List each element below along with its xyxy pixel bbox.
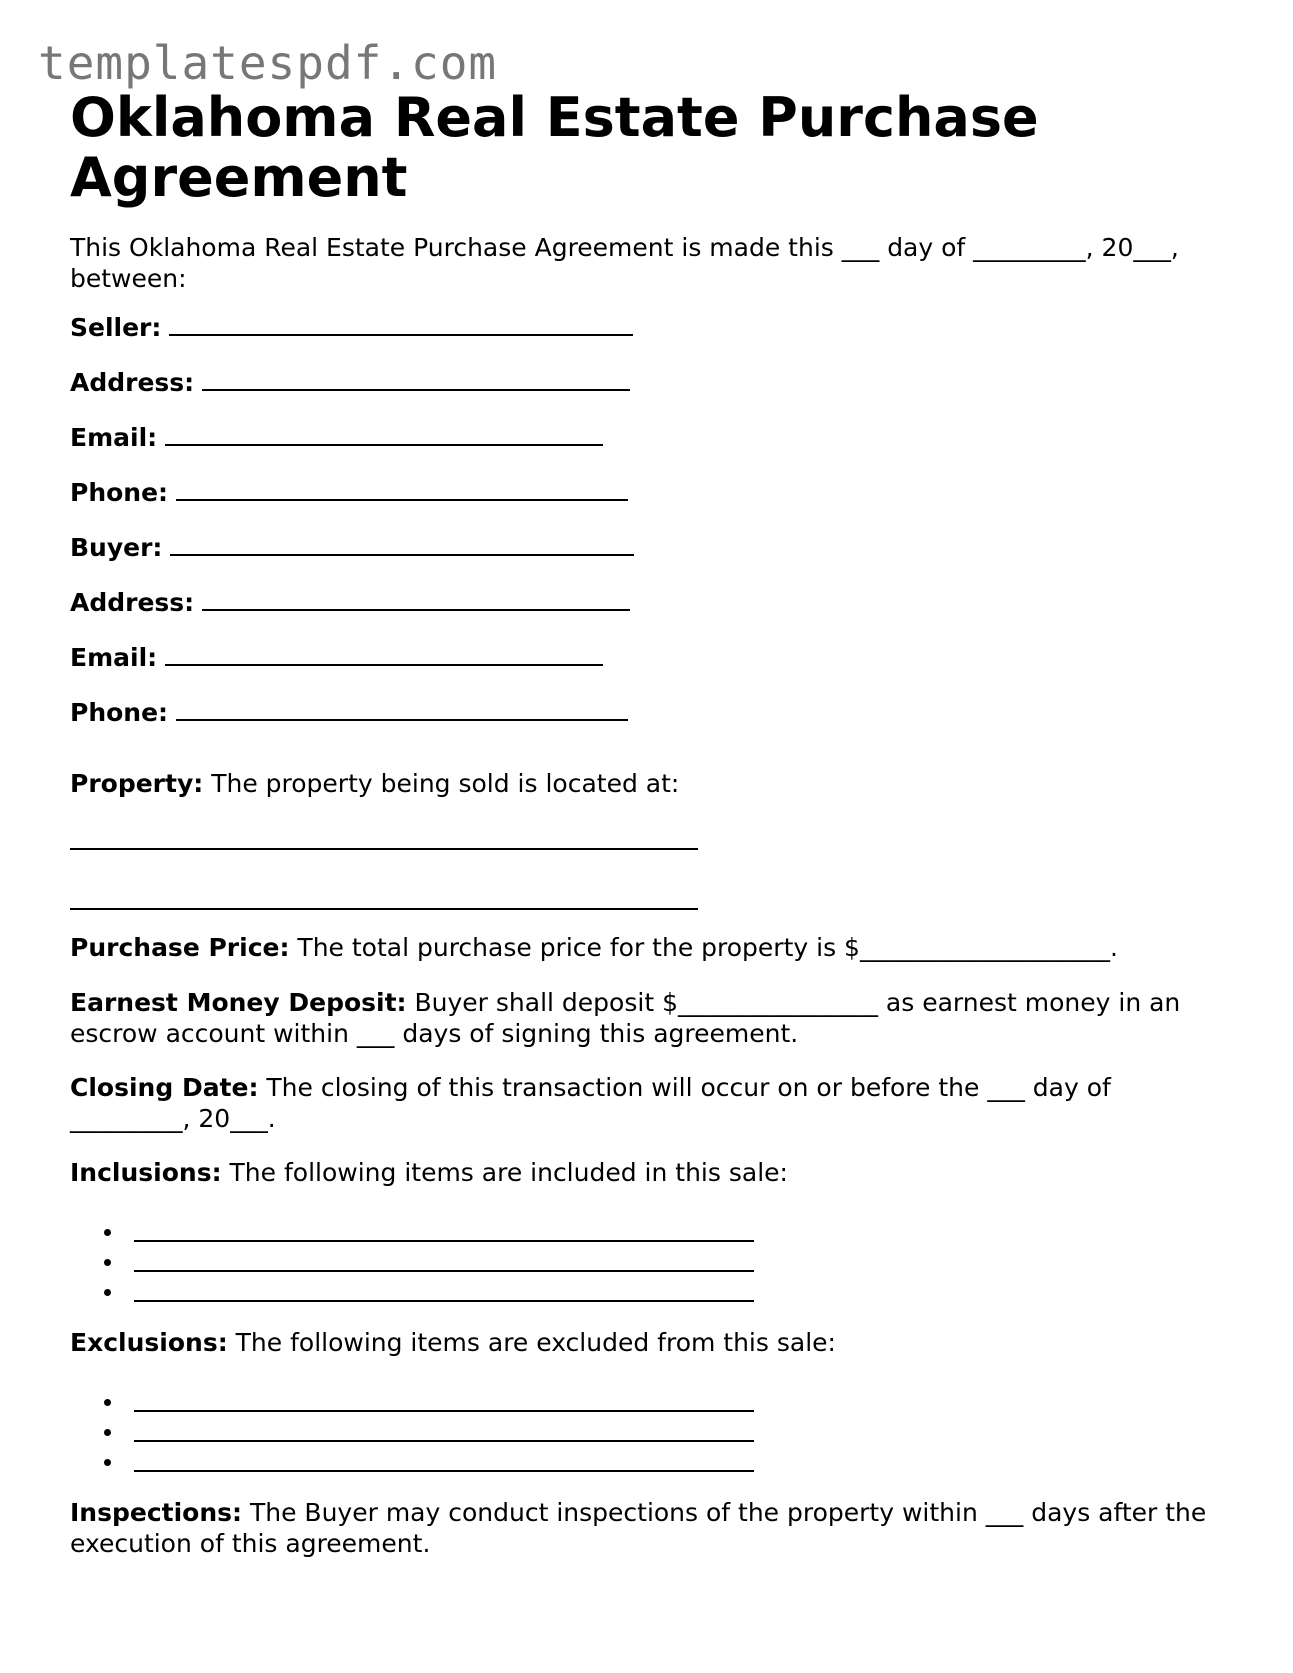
inclusion-blank-3[interactable] (134, 1300, 754, 1302)
seller-email-blank[interactable] (165, 424, 603, 446)
buyer-address-blank[interactable] (202, 589, 630, 611)
buyer-blank[interactable] (170, 534, 634, 556)
bullet-icon (104, 1229, 111, 1236)
seller-field[interactable] (70, 312, 633, 343)
buyer-email-label: Email: (70, 643, 158, 672)
inclusion-blank-2[interactable] (134, 1270, 754, 1272)
watermark: templatespdf.com (38, 36, 498, 90)
document-title: Oklahoma Real Estate Purchase Agreement (70, 86, 1039, 209)
buyer-email-blank[interactable] (165, 644, 603, 666)
earnest-money-label: Earnest Money Deposit: (70, 988, 407, 1017)
purchase-price-paragraph (70, 932, 1230, 963)
property-text: The property being sold is located at: (203, 769, 680, 798)
seller-email-label: Email: (70, 423, 158, 452)
seller-address-label: Address: (70, 368, 195, 397)
closing-date-label: Closing Date: (70, 1073, 259, 1102)
buyer-phone-blank[interactable] (176, 699, 628, 721)
inspections-label: Inspections: (70, 1498, 243, 1527)
earnest-money-text: Buyer shall deposit $________________ as earnest money in an escrow account within ___ days of signing this agreement. (70, 988, 1181, 1048)
property-label: Property: (70, 769, 204, 798)
exclusion-blank-2[interactable] (134, 1440, 754, 1442)
exclusion-blank-1[interactable] (134, 1410, 754, 1412)
bullet-icon (104, 1289, 111, 1296)
buyer-label: Buyer: (70, 533, 163, 562)
exclusions-paragraph (70, 1327, 1230, 1358)
seller-phone-label: Phone: (70, 478, 169, 507)
property-address-line-1[interactable] (70, 848, 698, 850)
inclusion-blank-1[interactable] (134, 1240, 754, 1242)
buyer-field[interactable] (70, 532, 634, 563)
seller-label: Seller: (70, 313, 162, 342)
buyer-email-field[interactable] (70, 642, 603, 673)
inclusions-paragraph (70, 1157, 1230, 1188)
purchase-price-text: The total purchase price for the property is $____________________. (289, 933, 1118, 962)
bullet-icon (104, 1259, 111, 1266)
seller-phone-field[interactable] (70, 477, 628, 508)
buyer-phone-field[interactable] (70, 697, 628, 728)
inclusions-label: Inclusions: (70, 1158, 222, 1187)
bullet-icon (104, 1429, 111, 1436)
inspections-paragraph (70, 1497, 1230, 1559)
inclusions-text: The following items are included in this sale: (221, 1158, 788, 1187)
exclusion-blank-3[interactable] (134, 1470, 754, 1472)
buyer-address-label: Address: (70, 588, 195, 617)
seller-email-field[interactable] (70, 422, 603, 453)
buyer-address-field[interactable] (70, 587, 630, 618)
earnest-money-paragraph (70, 987, 1230, 1049)
intro-paragraph: This Oklahoma Real Estate Purchase Agreement is made this ___ day of _________, 20___, between: (70, 233, 1179, 293)
closing-date-paragraph (70, 1072, 1230, 1134)
bullet-icon (104, 1459, 111, 1466)
exclusions-label: Exclusions: (70, 1328, 228, 1357)
exclusions-text: The following items are excluded from this sale: (227, 1328, 836, 1357)
seller-address-blank[interactable] (202, 369, 630, 391)
seller-blank[interactable] (169, 314, 633, 336)
buyer-phone-label: Phone: (70, 698, 169, 727)
property-paragraph (70, 768, 1230, 799)
inspections-text: The Buyer may conduct inspections of the property within ___ days after the execution of this agreement. (70, 1498, 1207, 1558)
purchase-price-label: Purchase Price: (70, 933, 290, 962)
seller-phone-blank[interactable] (176, 479, 628, 501)
closing-date-text: The closing of this transaction will occur on or before the ___ day of _________, 20___. (70, 1073, 1111, 1133)
property-address-line-2[interactable] (70, 908, 698, 910)
bullet-icon (104, 1399, 111, 1406)
seller-address-field[interactable] (70, 367, 630, 398)
